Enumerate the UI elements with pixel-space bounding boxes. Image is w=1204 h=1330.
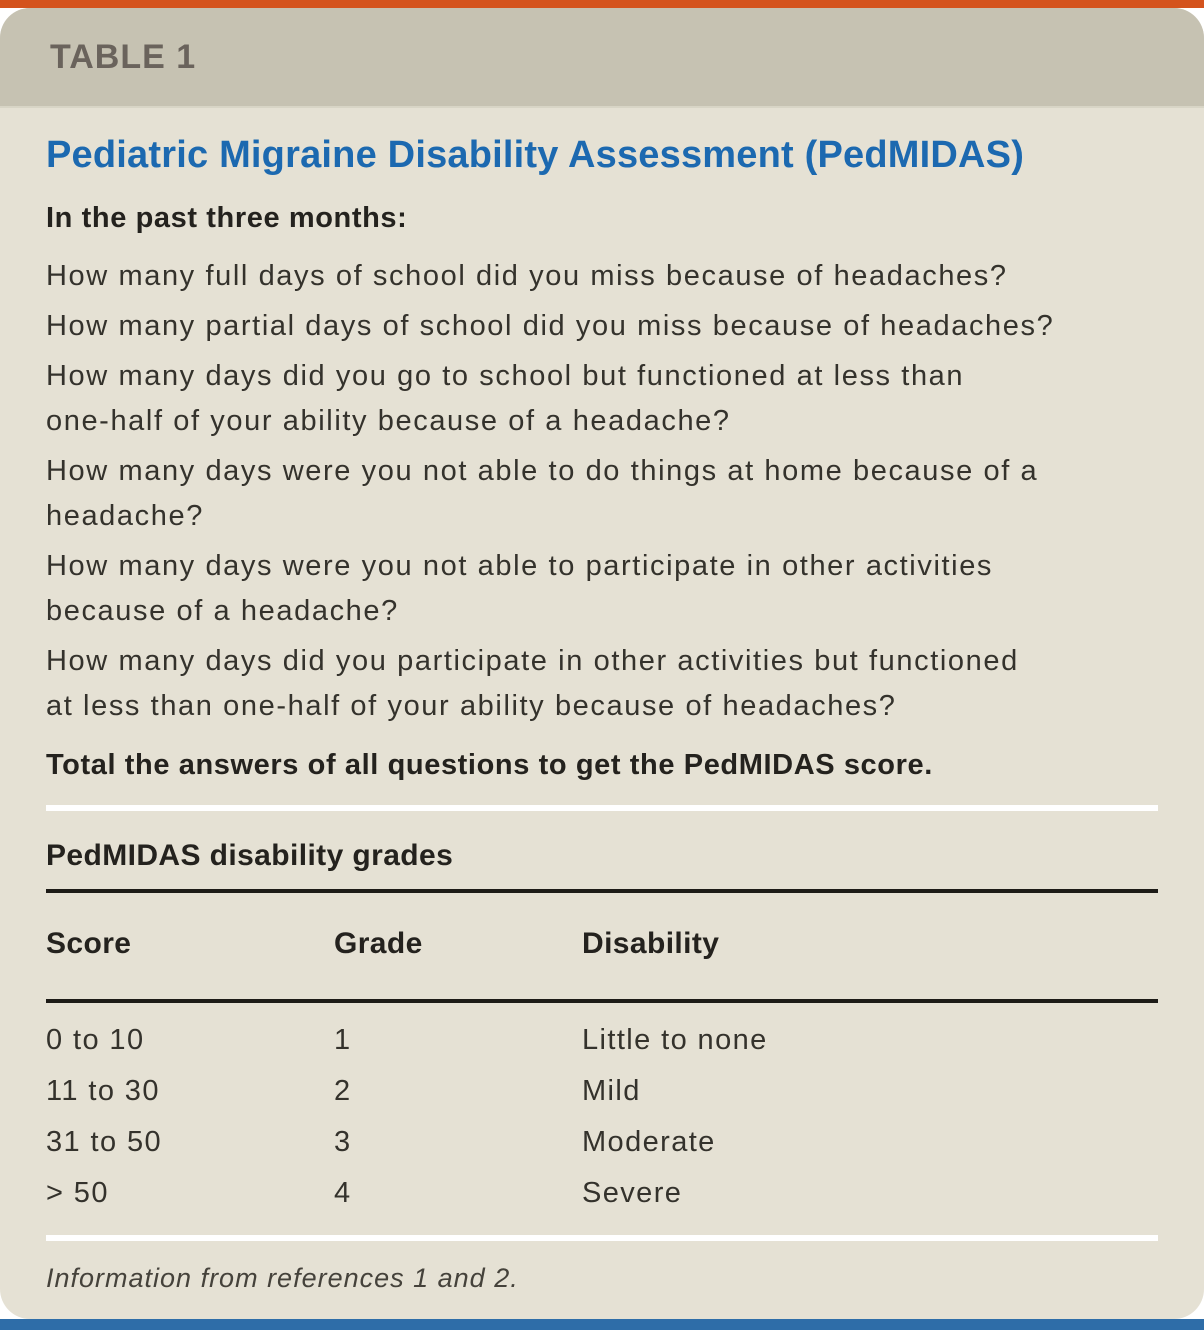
disability-cell: Moderate	[582, 1126, 716, 1158]
score-cell: > 50	[46, 1177, 109, 1209]
question-list	[46, 254, 1158, 729]
question-6	[46, 639, 1158, 729]
table-number-label: TABLE 1	[50, 37, 197, 76]
table-row	[46, 1066, 1158, 1117]
total-instruction: Total the answers of all questions to get the PedMIDAS score.	[46, 749, 933, 781]
disability-cell: Severe	[582, 1177, 683, 1209]
table-row	[46, 1117, 1158, 1168]
grade-cell: 3	[334, 1126, 352, 1158]
question-4	[46, 449, 1158, 539]
grades-section-title: PedMIDAS disability grades	[46, 839, 454, 872]
question-5-line-2: because of a headache?	[46, 595, 399, 627]
score-cell: 31 to 50	[46, 1126, 163, 1158]
question-2-line-1: How many partial days of school did you miss because of headaches?	[46, 310, 1055, 342]
source-note: Information from references 1 and 2.	[46, 1263, 519, 1293]
disability-cell: Little to none	[582, 1024, 768, 1056]
table-row	[46, 1015, 1158, 1066]
top-accent-bar	[0, 0, 1204, 8]
intro-label: In the past three months:	[46, 202, 408, 234]
bottom-accent-bar	[0, 1319, 1204, 1330]
question-1	[46, 254, 1158, 299]
grade-cell: 2	[334, 1075, 352, 1107]
question-6-line-1: How many days did you participate in other activities but functioned	[46, 645, 1019, 677]
question-4-line-2: headache?	[46, 500, 204, 532]
question-3	[46, 354, 1158, 444]
section-divider-top	[46, 805, 1158, 811]
question-1-line-1: How many full days of school did you miss because of headaches?	[46, 260, 1008, 292]
table-header-band	[0, 8, 1204, 108]
table-title: Pediatric Migraine Disability Assessment (PedMIDAS)	[46, 134, 1025, 176]
question-5-line-1: How many days were you not able to participate in other activities	[46, 550, 994, 582]
column-header-disability: Disability	[582, 927, 720, 960]
table-row	[46, 1168, 1158, 1219]
question-5	[46, 544, 1158, 634]
question-3-line-1: How many days did you go to school but functioned at less than	[46, 360, 965, 392]
column-header-score: Score	[46, 927, 132, 960]
disability-cell: Mild	[582, 1075, 641, 1107]
question-2	[46, 304, 1158, 349]
table-card	[0, 8, 1204, 1319]
score-cell: 11 to 30	[46, 1075, 160, 1107]
question-3-line-2: one-half of your ability because of a headache?	[46, 405, 731, 437]
question-6-line-2: at less than one-half of your ability because of headaches?	[46, 690, 897, 722]
section-divider-bottom	[46, 1235, 1158, 1241]
question-4-line-1: How many days were you not able to do things at home because of a	[46, 455, 1039, 487]
score-cell: 0 to 10	[46, 1024, 145, 1056]
grades-rows	[46, 1003, 1158, 1219]
grade-cell: 4	[334, 1177, 352, 1209]
column-header-grade: Grade	[334, 927, 423, 960]
table-body	[0, 108, 1204, 1295]
grade-cell: 1	[334, 1024, 352, 1056]
grades-header-row	[46, 893, 1158, 985]
